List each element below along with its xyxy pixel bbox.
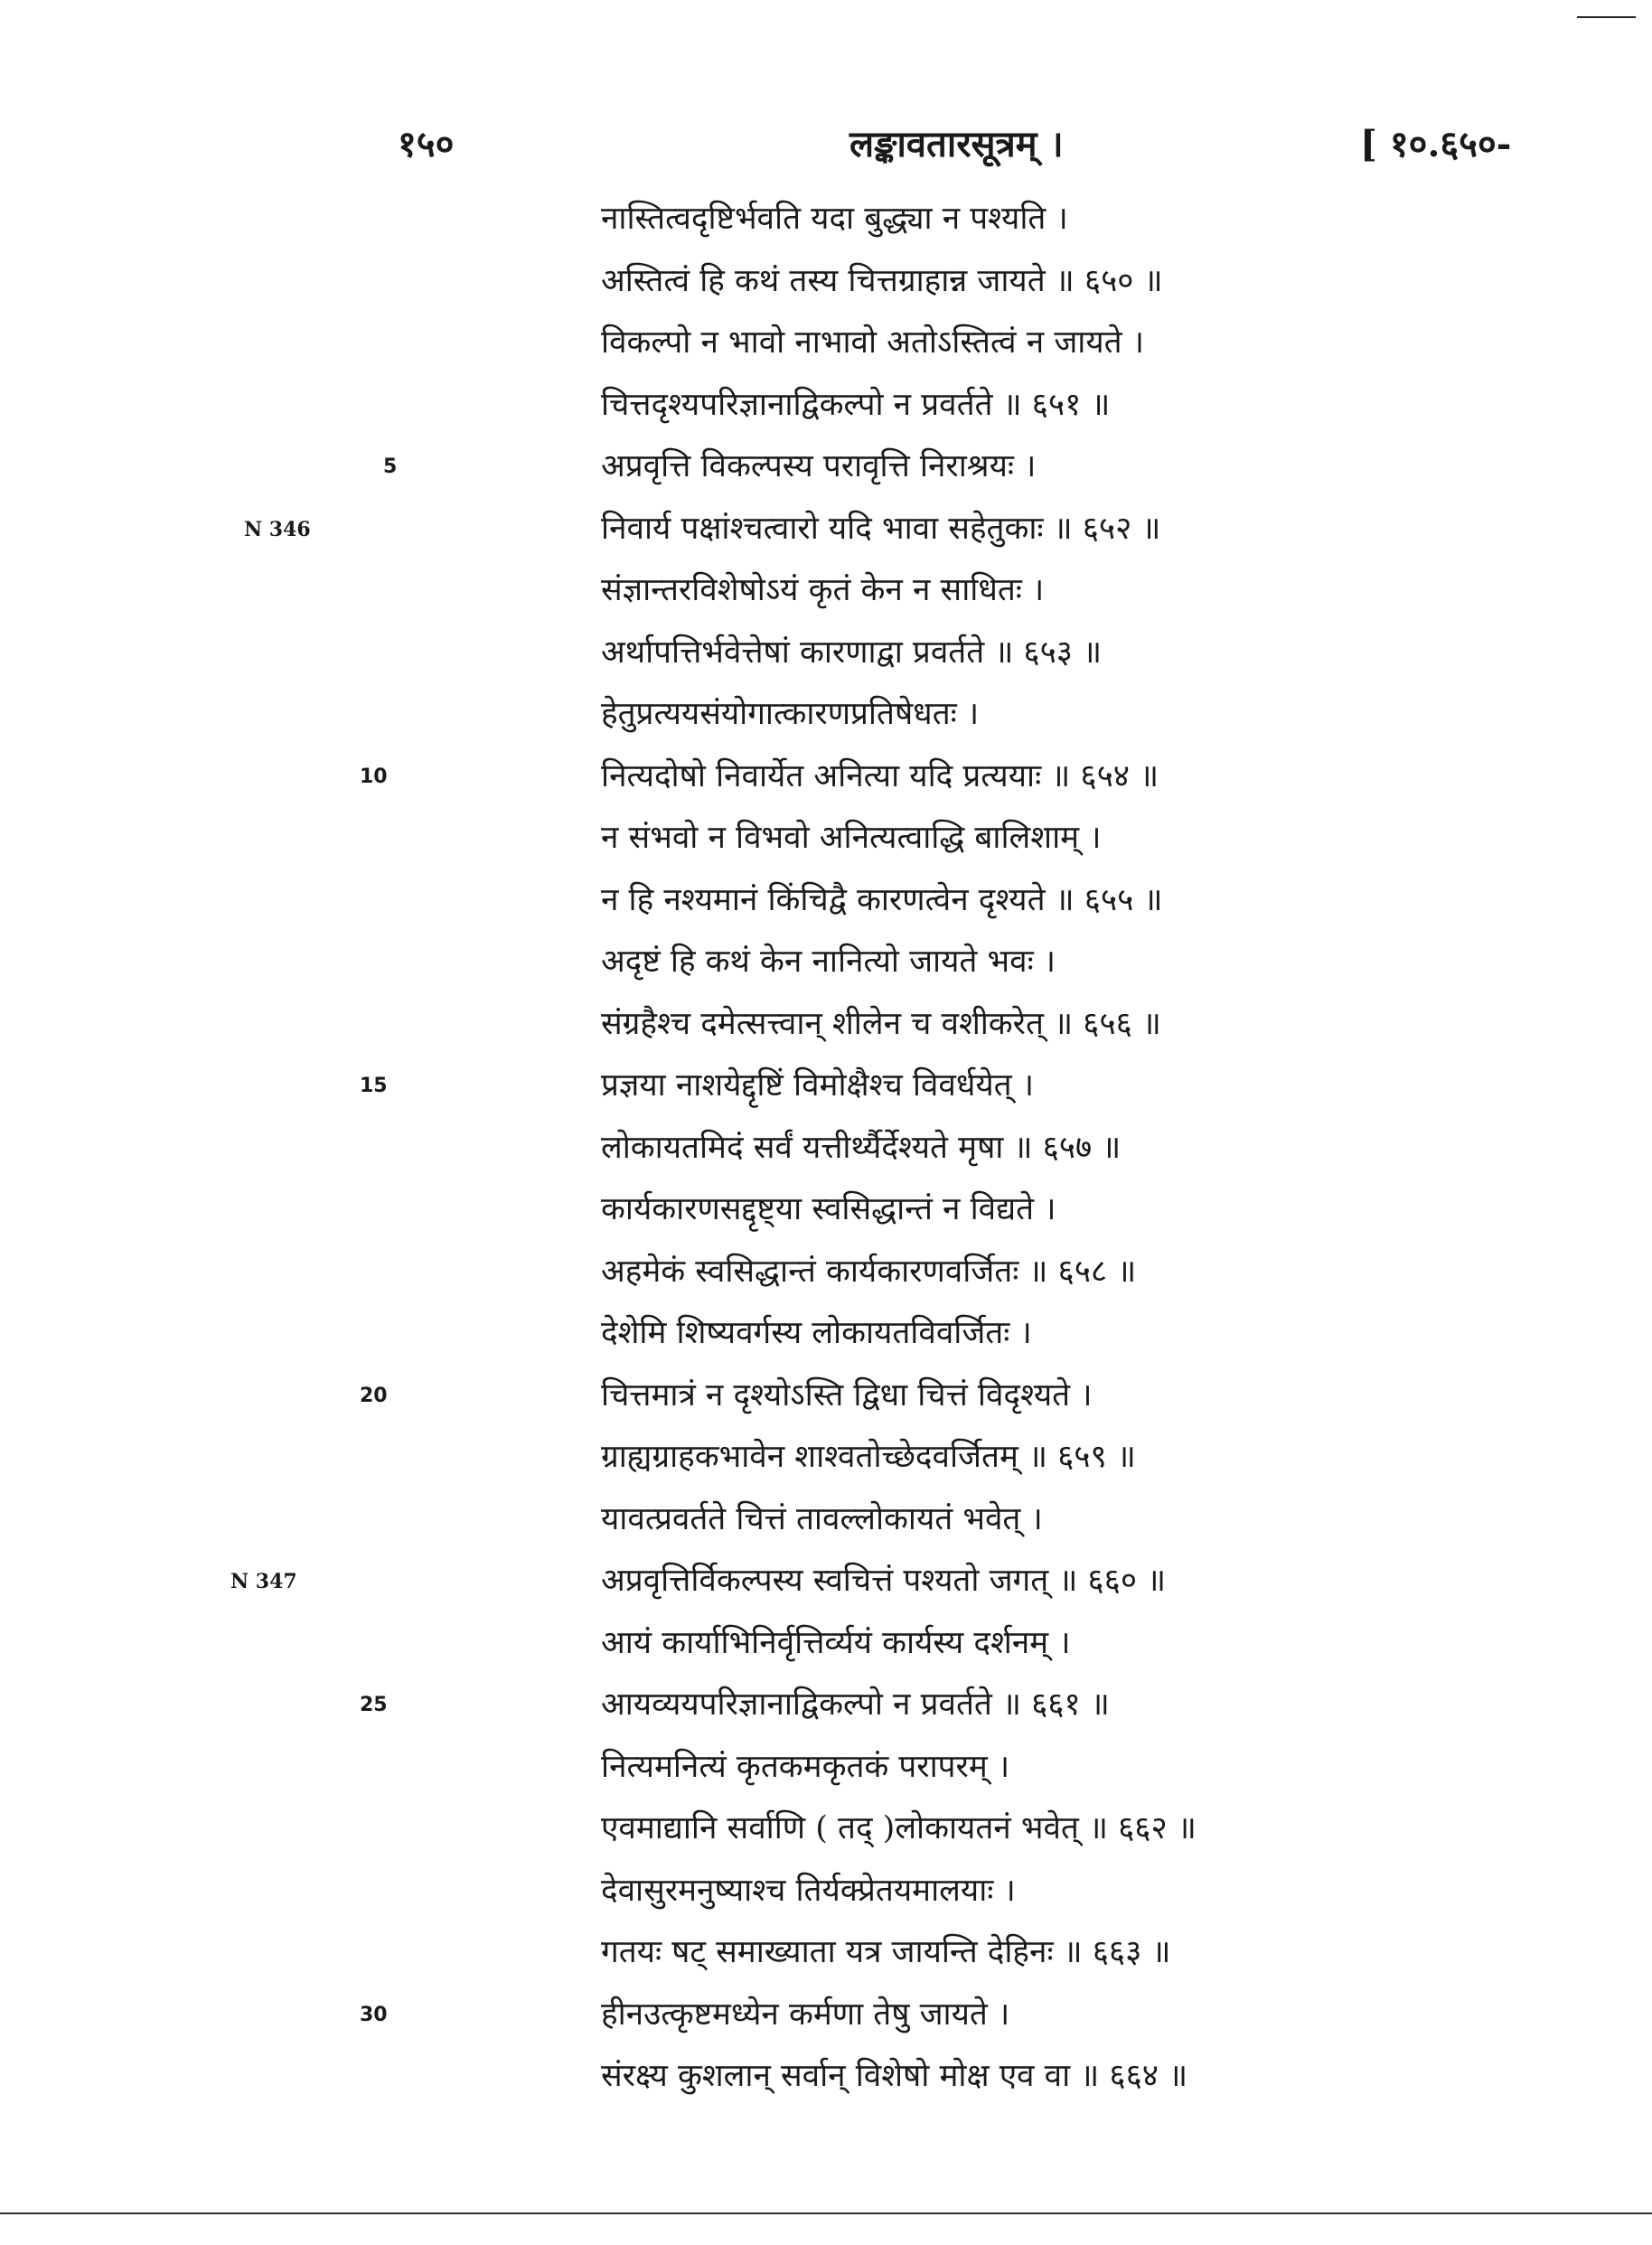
verse-line: अहमेकं स्वसिद्धान्तं कार्यकारणवर्जितः ॥ ६५८ ॥ [601, 1253, 1137, 1290]
verse-line: संज्ञान्तरविशेषोऽयं कृतं केन न साधितः । [601, 572, 1045, 608]
line-number: 25 [360, 1694, 388, 1716]
verse-line: हीनउत्कृष्टमध्येन कर्मणा तेषु जायते । [601, 1996, 1010, 2033]
line-number: 15 [360, 1075, 388, 1097]
verse-line: हेतुप्रत्ययसंयोगात्कारणप्रतिषेधतः । [601, 696, 980, 732]
verse-line: देवासुरमनुष्याश्च तिर्यक्प्रेतयमालयाः । [601, 1872, 1016, 1909]
manuscript-folio-reference: N 346 [244, 517, 311, 541]
line-number: 30 [360, 2003, 388, 2026]
verse-line: विकल्पो न भावो नाभावो अतोऽस्तित्वं न जायते । [601, 324, 1144, 361]
verse-line: अर्थापत्तिर्भवेत्तेषां कारणाद्वा प्रवर्तते ॥ ६५३ ॥ [601, 634, 1103, 671]
verse-line: नित्यदोषो निवार्येत अनित्या यदि प्रत्ययाः ॥ ६५४ ॥ [601, 757, 1159, 794]
verse-line: चित्तदृश्यपरिज्ञानाद्विकल्पो न प्रवर्तते ॥ ६५१ ॥ [601, 386, 1111, 423]
page-header [0, 117, 1652, 172]
section-reference: [ १०.६५०- [1360, 123, 1512, 165]
verse-line: नित्यमनित्यं कृतकमकृतकं परापरम् । [601, 1748, 1010, 1785]
verse-line: निवार्य पक्षांश्चत्वारो यदि भावा सहेतुकाः ॥ ६५२ ॥ [601, 510, 1161, 547]
verse-line: लोकायतमिदं सर्वं यत्तीर्थ्यैर्देश्यते मृषा ॥ ६५७ ॥ [601, 1129, 1122, 1166]
verse-line: नास्तित्वदृष्टिर्भवति यदा बुद्ध्या न पश्यति । [601, 201, 1068, 237]
verse-line: अदृष्टं हि कथं केन नानित्यो जायते भवः । [601, 944, 1056, 980]
verse-line: अस्तित्वं हि कथं तस्य चित्तग्राहान्न जायते ॥ ६५० ॥ [601, 262, 1163, 299]
verse-line: कार्यकारणसद्दृष्ट्या स्वसिद्धान्तं न विद्यते । [601, 1191, 1056, 1227]
verse-line: एवमाद्यानि सर्वाणि ( तद् )लोकायतनं भवेत् ॥ ६६२ ॥ [601, 1810, 1197, 1846]
verse-line: संग्रहैश्च दमेत्सत्त्वान् शीलेन च वशीकरेत् ॥ ६५६ ॥ [601, 1005, 1161, 1042]
bottom-rule [0, 2212, 1652, 2214]
verse-line: अप्रवृत्तिर्विकल्पस्य स्वचित्तं पश्यतो जगत् ॥ ६६० ॥ [601, 1563, 1167, 1599]
verse-line: ग्राह्यग्राहकभावेन शाश्वतोच्छेदवर्जितम् ॥ ६५९ ॥ [601, 1439, 1136, 1475]
verse-line: न हि नश्यमानं किंचिद्वै कारणत्वेन दृश्यते ॥ ६५५ ॥ [601, 881, 1163, 918]
verse-line: गतयः षट् समाख्याता यत्र जायन्ति देहिनः ॥ ६६३ ॥ [601, 1934, 1171, 1970]
line-number: 5 [383, 456, 398, 478]
verse-line: यावत्प्रवर्तते चित्तं तावल्लोकायतं भवेत् । [601, 1500, 1043, 1537]
verse-line: चित्तमात्रं न दृश्योऽस्ति द्विधा चित्तं विदृश्यते । [601, 1376, 1093, 1414]
top-rule [1577, 16, 1636, 18]
verse-line: अप्रवृत्ति विकल्पस्य परावृत्ति निराश्रयः । [601, 448, 1037, 484]
line-number: 20 [360, 1384, 388, 1407]
line-number: 10 [360, 765, 388, 788]
verse-line: देशेमि शिष्यवर्गस्य लोकायतविवर्जितः । [601, 1315, 1032, 1351]
verse-line: संरक्ष्य कुशलान् सर्वान् विशेषो मोक्ष एव वा ॥ ६६४ ॥ [601, 2058, 1188, 2094]
running-title: लङ्कावतारसूत्रम् । [849, 123, 1064, 165]
page-number: १५० [398, 123, 455, 165]
verse-line: प्रज्ञया नाशयेद्दृष्टिं विमोक्षैश्च विवर्धयेत् । [601, 1067, 1034, 1104]
verse-line: आयव्ययपरिज्ञानाद्विकल्पो न प्रवर्तते ॥ ६६१ ॥ [601, 1686, 1110, 1723]
verse-line: न संभवो न विभवो अनित्यत्वाद्धि बालिशाम् । [601, 820, 1102, 856]
manuscript-folio-reference: N 347 [230, 1570, 297, 1593]
verse-line: आयं कार्याभिनिर्वृत्तिर्व्ययं कार्यस्य दर्शनम् । [601, 1624, 1071, 1661]
